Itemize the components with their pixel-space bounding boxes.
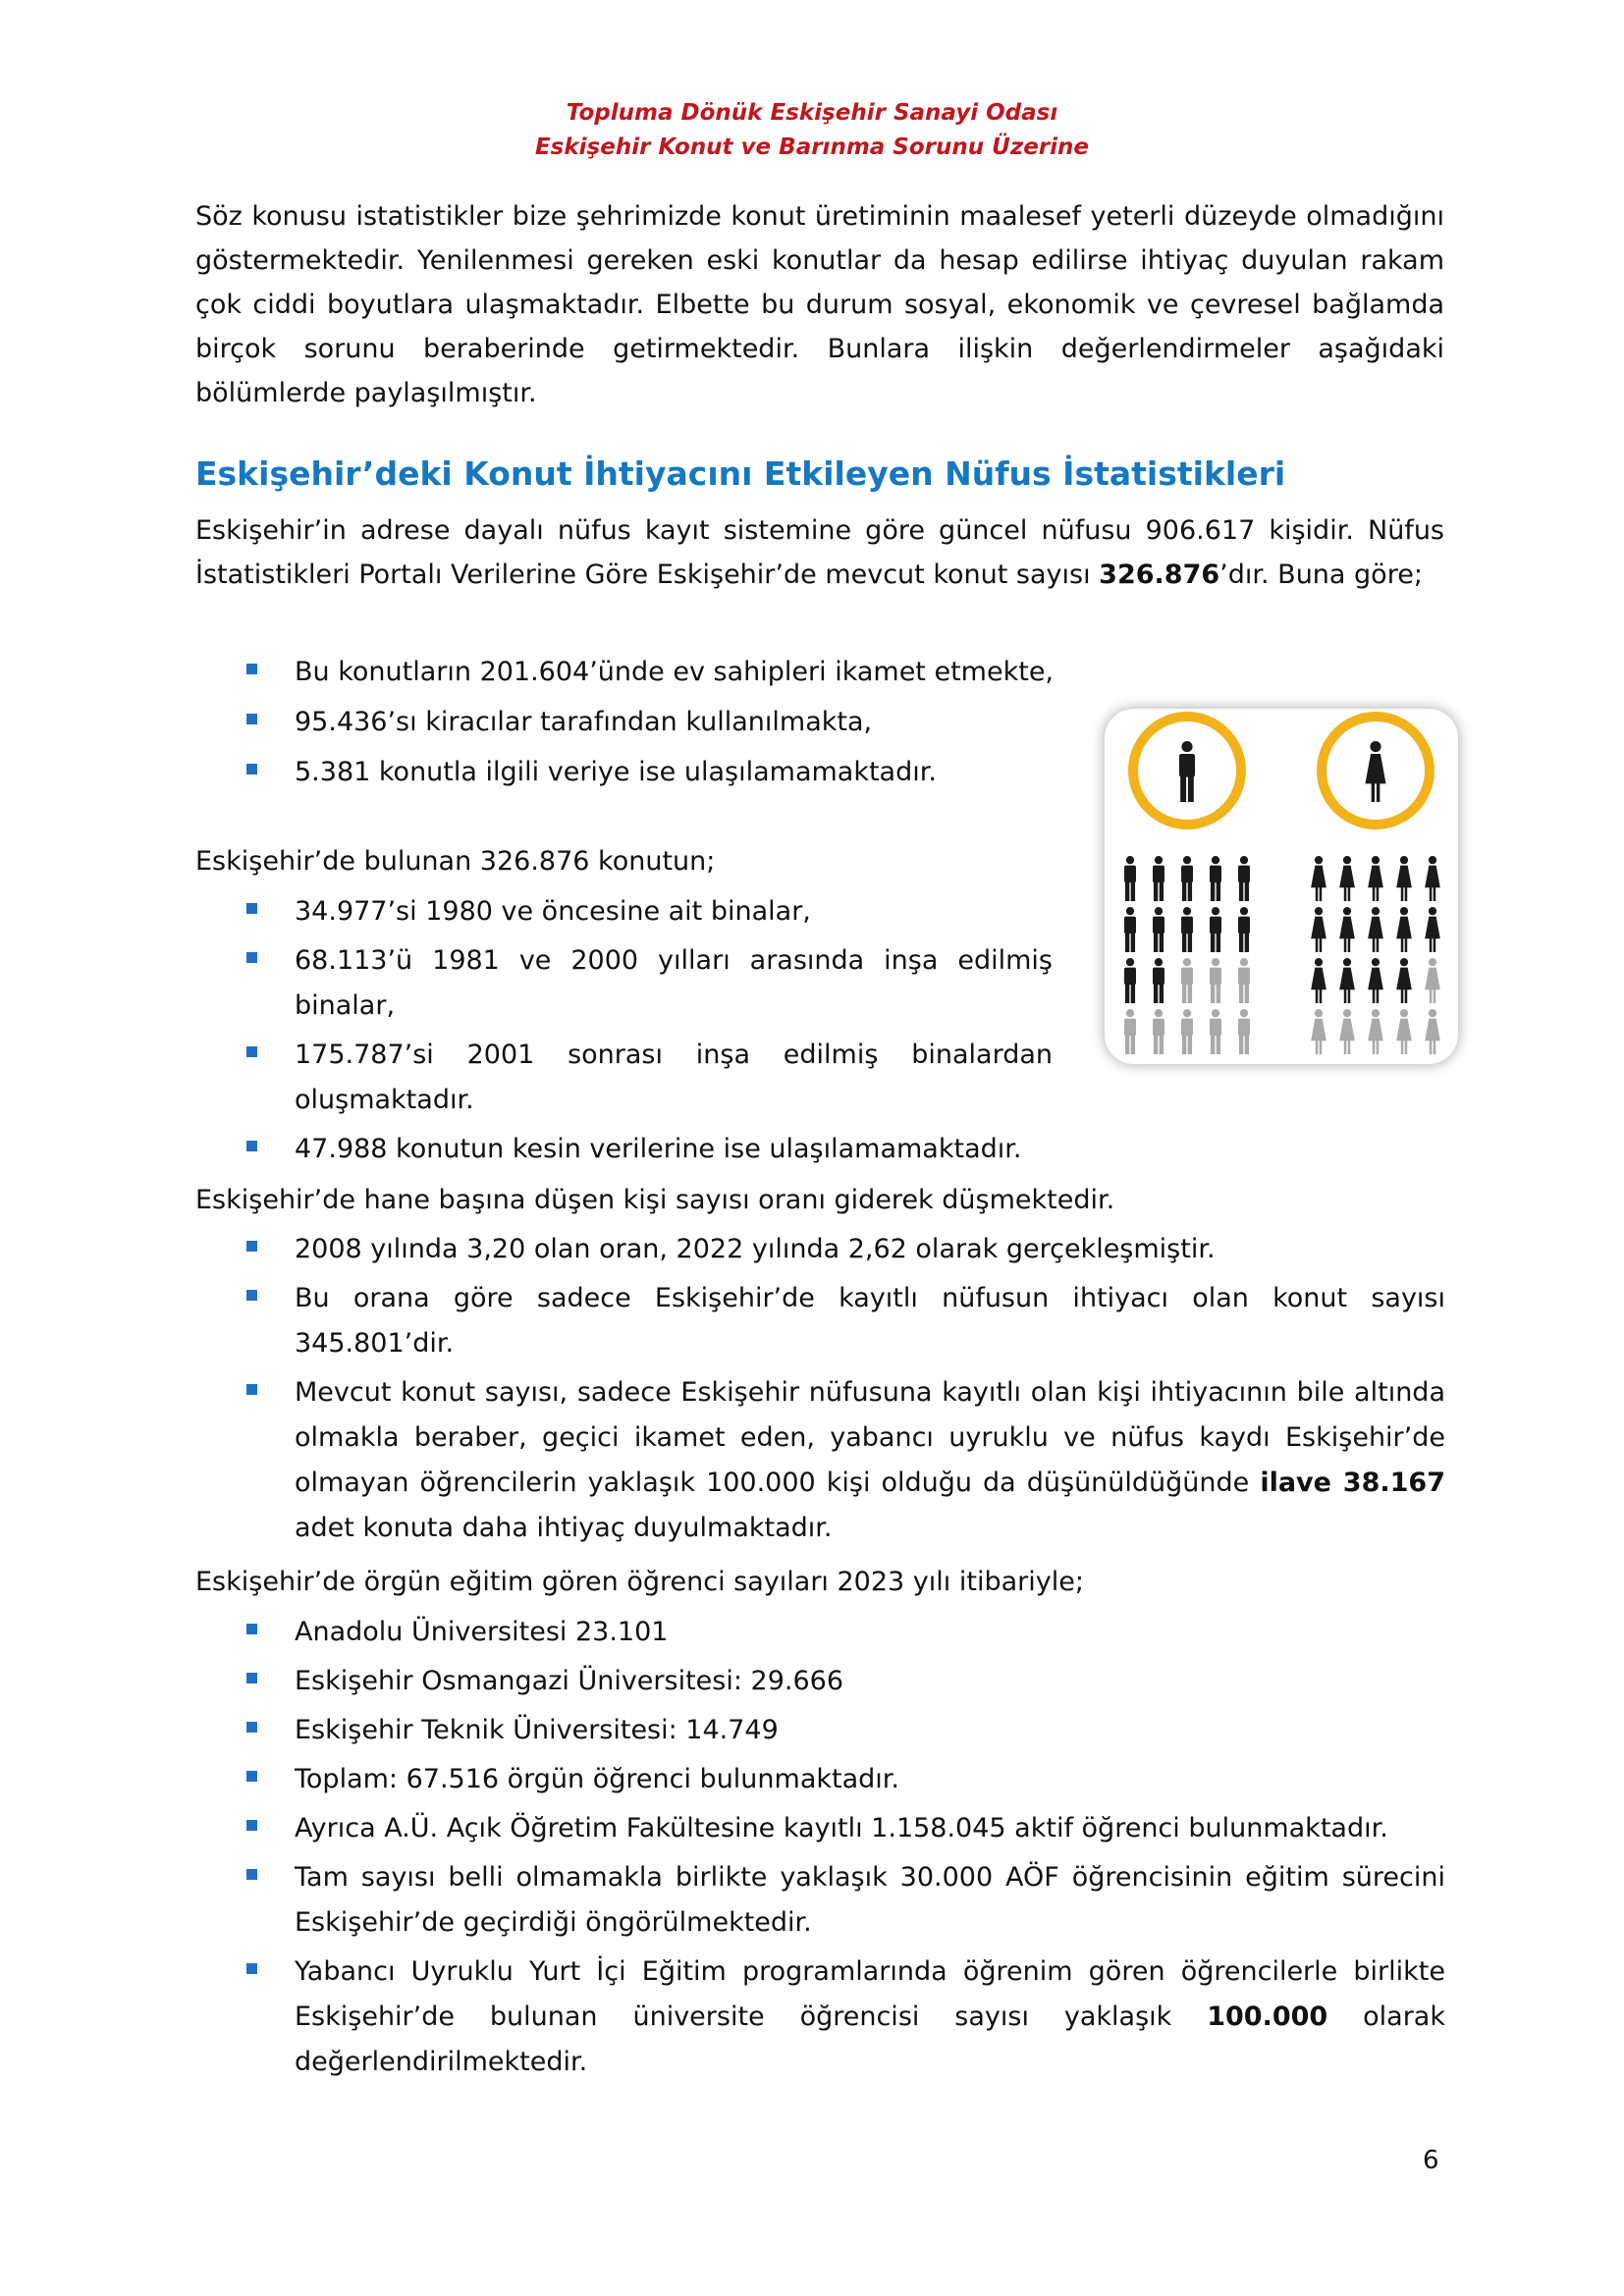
male-people-grid — [1124, 856, 1250, 1054]
document-header — [0, 96, 1624, 165]
list-item: 68.113’ü 1981 ve 2000 yılları arasında inşa edilmiş binalar, — [245, 938, 1053, 1029]
list-item: 2008 yılında 3,20 olan oran, 2022 yılında 2,62 olarak gerçekleşmiştir. — [245, 1227, 1445, 1272]
female-person-icon — [1311, 958, 1326, 1003]
female-person-icon — [1396, 1009, 1412, 1054]
section-heading: Eskişehir’deki Konut İhtiyacını Etkileyen Nüfus İstatistikleri — [195, 454, 1286, 493]
students-intro: Eskişehir’de örgün eğitim gören öğrenci sayıları 2023 yılı itibariyle; — [195, 1567, 1084, 1597]
female-person-icon — [1425, 856, 1440, 901]
ownership-list — [245, 650, 1060, 795]
population-infographic — [1105, 709, 1458, 1064]
list-item: 5.381 konutla ilgili veriye ise ulaşılamamaktadır. — [245, 750, 1060, 795]
additional-housing-bold: ilave 38.167 — [1260, 1468, 1445, 1498]
male-person-icon — [1238, 1009, 1250, 1054]
male-person-icon — [1181, 907, 1193, 952]
female-person-icon — [1425, 907, 1440, 952]
list-item: 95.436’sı kiracılar tarafından kullanılmakta, — [245, 700, 1060, 745]
female-person-icon — [1425, 958, 1440, 1003]
male-person-icon — [1210, 907, 1221, 952]
header-line-2: Eskişehir Konut ve Barınma Sorunu Üzerine — [534, 134, 1090, 160]
list-item: Anadolu Üniversitesi 23.101 — [245, 1610, 1445, 1655]
female-person-icon — [1396, 856, 1412, 901]
male-person-icon — [1124, 907, 1136, 952]
list-item: Toplam: 67.516 örgün öğrenci bulunmaktadır. — [245, 1757, 1445, 1802]
male-person-icon — [1153, 907, 1164, 952]
population-text: Eskişehir’in adrese dayalı nüfus kayıt sistemine göre güncel nüfusu 906.617 kişidir. Nüfus İstatistikleri Portalı Verilerine Göre Eskişehir’de mevcut konut sayısı — [195, 515, 1444, 590]
list-item — [245, 1949, 1445, 2085]
list-item: Tam sayısı belli olmamakla birlikte yaklaşık 30.000 AÖF öğrencisinin eğitim sürecini Eskişehir’de geçirdiği öngörülmektedir. — [245, 1855, 1445, 1946]
list-item-text: Yabancı Uyruklu Yurt İçi Eğitim programlarında öğrenim gören öğrencilerle birlikte Eskişehir’de bulunan üniversite öğrencisi sayısı yaklaşık — [295, 1956, 1445, 2032]
female-person-icon — [1339, 856, 1355, 901]
male-person-icon — [1238, 958, 1250, 1003]
housing-count-bold: 326.876 — [1099, 560, 1220, 590]
female-person-icon — [1368, 856, 1383, 901]
female-person-icon — [1339, 907, 1355, 952]
female-person-icon — [1368, 907, 1383, 952]
male-person-icon — [1238, 907, 1250, 952]
female-person-icon — [1396, 907, 1412, 952]
list-item: Bu orana göre sadece Eskişehir’de kayıtlı nüfusun ihtiyacı olan konut sayısı 345.801’dir. — [245, 1276, 1445, 1366]
female-person-icon — [1368, 1009, 1383, 1054]
intro-paragraph: Söz konusu istatistikler bize şehrimizde konut üretiminin maalesef yeterli düzeyde olmadığını göstermektedir. Yenilenmesi gereken eski konutlar da hesap edilirse ihtiyaç duyulan rakam çok ciddi boyutlara ulaşmaktadır. Elbette bu durum sosyal, ekonomik ve çevresel bağlamda birçok sorunu beraberinde getirmektedir. Bunlara ilişkin değerlendirmeler aşağıdaki bölümlerde paylaşılmıştır. — [195, 201, 1444, 408]
list-item: 34.977’si 1980 ve öncesine ait binalar, — [245, 889, 1053, 934]
list-item: Ayrıca A.Ü. Açık Öğretim Fakültesine kayıtlı 1.158.045 aktif öğrenci bulunmaktadır. — [245, 1806, 1445, 1851]
list-item-text-end: olarak değerlendirilmektedir. — [295, 2002, 1445, 2077]
people-icons-graphic — [1105, 709, 1458, 1064]
female-person-icon — [1425, 1009, 1440, 1054]
population-paragraph — [195, 508, 1444, 597]
household-intro: Eskişehir’de hane başına düşen kişi sayısı oranı giderek düşmektedir. — [195, 1185, 1115, 1215]
male-person-icon — [1181, 856, 1193, 901]
list-item: 47.988 konutun kesin verilerine ise ulaşılamamaktadır. — [245, 1127, 1053, 1172]
male-person-icon — [1181, 1009, 1193, 1054]
list-item: 175.787’si 2001 sonrası inşa edilmiş binalardan oluşmaktadır. — [245, 1033, 1053, 1123]
female-person-icon — [1339, 1009, 1355, 1054]
male-person-icon — [1181, 958, 1193, 1003]
female-person-icon — [1311, 907, 1326, 952]
male-person-icon — [1124, 958, 1136, 1003]
population-text-end: ’dır. Buna göre; — [1219, 560, 1423, 590]
list-item: Eskişehir Osmangazi Üniversitesi: 29.666 — [245, 1659, 1445, 1704]
list-item: Bu konutların 201.604’ünde ev sahipleri ikamet etmekte, — [245, 650, 1060, 695]
female-person-icon — [1311, 1009, 1326, 1054]
male-person-icon — [1210, 958, 1221, 1003]
housing-intro: Eskişehir’de bulunan 326.876 konutun; — [195, 846, 716, 877]
list-item — [245, 1370, 1445, 1551]
male-person-icon — [1210, 1009, 1221, 1054]
male-person-icon — [1124, 856, 1136, 901]
male-person-icon — [1124, 1009, 1136, 1054]
male-person-icon — [1210, 856, 1221, 901]
male-person-icon — [1238, 856, 1250, 901]
female-people-grid — [1311, 856, 1440, 1054]
female-person-icon — [1311, 856, 1326, 901]
list-item-text: Mevcut konut sayısı, sadece Eskişehir nüfusuna kayıtlı olan kişi ihtiyacının bile altında olmakla beraber, geçici ikamet eden, yabancı uyruklu ve nüfus kaydı Eskişehir’de olmayan öğrencilerin yaklaşık 100.000 kişi olduğu da düşünüldüğünde — [295, 1377, 1445, 1498]
list-item-text-end: adet konuta daha ihtiyaç duyulmaktadır. — [295, 1513, 833, 1543]
header-line-1: Topluma Dönük Eskişehir Sanayi Odası — [566, 100, 1058, 126]
household-list — [245, 1227, 1445, 1551]
student-total-bold: 100.000 — [1207, 2002, 1328, 2032]
female-person-icon — [1339, 958, 1355, 1003]
female-person-icon — [1396, 958, 1412, 1003]
students-list — [245, 1610, 1445, 2085]
male-person-icon — [1153, 856, 1164, 901]
male-person-icon — [1153, 958, 1164, 1003]
building-age-list — [245, 889, 1053, 1172]
list-item: Eskişehir Teknik Üniversitesi: 14.749 — [245, 1708, 1445, 1753]
page-number: 6 — [1423, 2146, 1439, 2175]
female-person-icon — [1368, 958, 1383, 1003]
male-person-icon — [1153, 1009, 1164, 1054]
